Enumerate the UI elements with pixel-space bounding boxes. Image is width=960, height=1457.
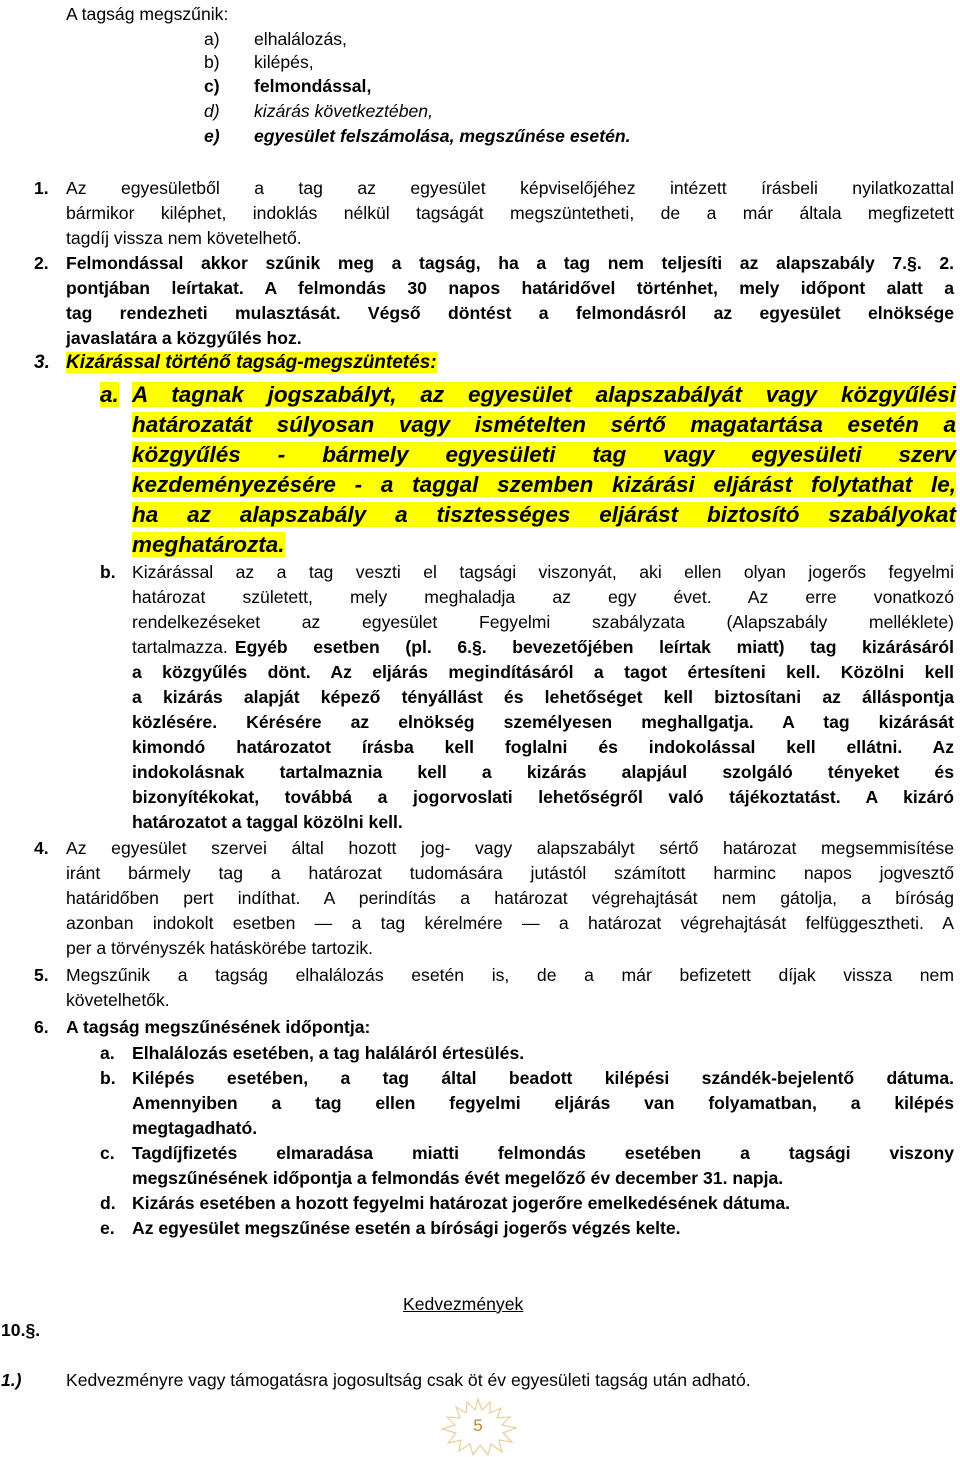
p3a-line-4: kezdeményezésére - a taggal szemben kizárási eljárást folytathat le, xyxy=(132,472,956,497)
p4-line-3: határidőben pert indíthat. A perindítás a határozat végrehajtását nem gátolja, a bíróság xyxy=(66,888,954,908)
intro-label-c: c) xyxy=(204,76,220,96)
p3-title xyxy=(66,352,437,373)
p1-line-3: tagdíj vissza nem követelhető. xyxy=(66,228,302,248)
p3b-line-5: a közgyűlés dönt. Az eljárás megindításáról a tagot értesíteni kell. Közölni kell xyxy=(132,662,954,682)
p4-line-4: azonban indokolt esetben — a tag kérelmére — a határozat végrehajtását felfüggesztheti. A xyxy=(66,913,954,933)
p6d-label: d. xyxy=(100,1193,116,1213)
p3b-line-2: határozat született, mely meghaladja az egy évet. Az erre vonatkozó xyxy=(132,587,954,607)
p4-line-2: iránt bármely tag a határozat tudomására jutástól számított harminc napos jogvesztő xyxy=(66,863,954,883)
p6e-text: Az egyesület megszűnése esetén a bírósági jogerős végzés kelte. xyxy=(132,1218,681,1238)
section10-item-text: Kedvezményre vagy támogatásra jogosultság csak öt év egyesületi tagság után adható. xyxy=(66,1370,751,1390)
p2-line-3: tag rendezheti mulasztását. Végső döntést a felmondásról az egyesület elnöksége xyxy=(66,303,954,323)
intro-item-e: egyesület felszámolása, megszűnése esetén. xyxy=(254,126,631,146)
page-number-badge xyxy=(432,1398,524,1456)
section10-title: Kedvezmények xyxy=(403,1294,524,1314)
p6b-line-1: Kilépés esetében, a tag által beadott kilépési szándék-bejelentő dátuma. xyxy=(132,1068,954,1088)
p6c-label: c. xyxy=(100,1143,115,1163)
intro-item-a: elhalálozás, xyxy=(254,29,347,49)
p3b-line-7: közlésére. Kérésére az elnökség személyesen meghallgatja. A tag kizárását xyxy=(132,712,954,732)
p6c-line-1: Tagdíjfizetés elmaradása miatti felmondás esetében a tagsági viszony xyxy=(132,1143,954,1163)
p1-number: 1. xyxy=(34,178,49,198)
page-number: 5 xyxy=(473,1416,483,1435)
section10-number: 10.§. xyxy=(1,1320,41,1340)
p6b-line-2: Amennyiben a tag ellen fegyelmi eljárás van folyamatban, a kilépés xyxy=(132,1093,954,1113)
p3-number: 3. xyxy=(34,352,50,373)
p2-line-2: pontjában leírtakat. A felmondás 30 napos határidővel történhet, mely időpont alatt a xyxy=(66,278,954,298)
p5-line-2: követelhetők. xyxy=(66,990,170,1010)
p6b-label: b. xyxy=(100,1068,116,1088)
intro-item-d: kizárás következtében, xyxy=(254,101,433,121)
p6b-line-3: megtagadható. xyxy=(132,1118,258,1138)
p6-number: 6. xyxy=(34,1017,49,1037)
p3a-line-3: közgyűlés - bármely egyesületi tag vagy egyesületi szerv xyxy=(132,442,956,467)
p3b-line-11: határozatot a taggal közölni kell. xyxy=(132,812,403,832)
p3b-line-3: rendelkezéseket az egyesület Fegyelmi szabályzata (Alapszabály melléklete) xyxy=(132,612,954,632)
p4-line-1: Az egyesület szervei által hozott jog- vagy alapszabályt sértő határozat megsemmisítése xyxy=(66,838,954,858)
p6a-label: a. xyxy=(100,1043,115,1063)
p6-title: A tagság megszűnésének időpontja: xyxy=(66,1017,371,1037)
p1-line-2: bármikor kiléphet, indoklás nélkül tagságát megszüntetheti, de a már általa megfizetett xyxy=(66,203,954,223)
intro-item-b: kilépés, xyxy=(254,52,314,72)
p3b-line-6: a kizárás alapját képező tényállást és lehetőséget kell biztosítani az álláspontja xyxy=(132,687,954,707)
p3b-line-1: Kizárással az a tag veszti el tagsági viszonyát, aki ellen olyan jogerős fegyelmi xyxy=(132,562,954,582)
p3b-line-8: kimondó határozatot írásba kell foglalni és indokolással kell ellátni. Az xyxy=(132,737,954,757)
p4-number: 4. xyxy=(34,838,49,858)
p3a-line-6: meghatározta. xyxy=(132,532,285,557)
p3-title-text: Kizárással történő tagság-megszüntetés: xyxy=(66,352,437,373)
intro-heading: A tagság megszűnik: xyxy=(66,4,229,24)
intro-item-c: felmondással, xyxy=(254,76,372,96)
p2-number: 2. xyxy=(34,253,49,273)
p5-line-1: Megszűnik a tagság elhalálozás esetén is, de a már befizetett díjak vissza nem xyxy=(66,965,954,985)
p2-line-1: Felmondással akkor szűnik meg a tagság, ha a tag nem teljesíti az alapszabály 7.§. 2. xyxy=(66,253,954,273)
p3b-line-4: tartalmazza. Egyéb esetben (pl. 6.§. bevezetőjében leírtak miatt) tag kizárásáról xyxy=(132,637,954,657)
p3b-label: b. xyxy=(100,562,116,582)
intro-label-b: b) xyxy=(204,52,220,72)
section10-item-label: 1.) xyxy=(1,1370,22,1390)
p3a-line-2: határozatát súlyosan vagy ismételten sértő magatartása esetén a xyxy=(132,412,956,437)
p1-line-1: Az egyesületből a tag az egyesület képviselőjéhez intézett írásbeli nyilatkozattal xyxy=(66,178,954,198)
p3b-line-10: bizonyítékokat, továbbá a jogorvoslati lehetőségről való tájékoztatást. A kizáró xyxy=(132,787,954,807)
p6a-text: Elhalálozás esetében, a tag haláláról értesülés. xyxy=(132,1043,525,1063)
p3b-line-9: indokolásnak tartalmaznia kell a kizárás alapjául szolgáló tényeket és xyxy=(132,762,954,782)
p6c-line-2: megszűnésének időpontja a felmondás évét megelőző év december 31. napja. xyxy=(132,1168,784,1188)
p3a-line-5: ha az alapszabály a tisztességes eljárást biztosító szabályokat xyxy=(132,502,956,527)
intro-label-e: e) xyxy=(204,126,220,146)
p6e-label: e. xyxy=(100,1218,115,1238)
p4-line-5: per a törvényszék hatáskörébe tartozik. xyxy=(66,938,374,958)
p6d-text: Kizárás esetében a hozott fegyelmi határozat jogerőre emelkedésének dátuma. xyxy=(132,1193,791,1213)
intro-label-a: a) xyxy=(204,29,220,49)
p3a-line-1: A tagnak jogszabályt, az egyesület alapszabályát vagy közgyűlési xyxy=(132,382,956,407)
p5-number: 5. xyxy=(34,965,49,985)
p2-line-4: javaslatára a közgyűlés hoz. xyxy=(66,328,302,348)
p3a-label: a. xyxy=(100,382,119,407)
intro-label-d: d) xyxy=(204,101,220,121)
